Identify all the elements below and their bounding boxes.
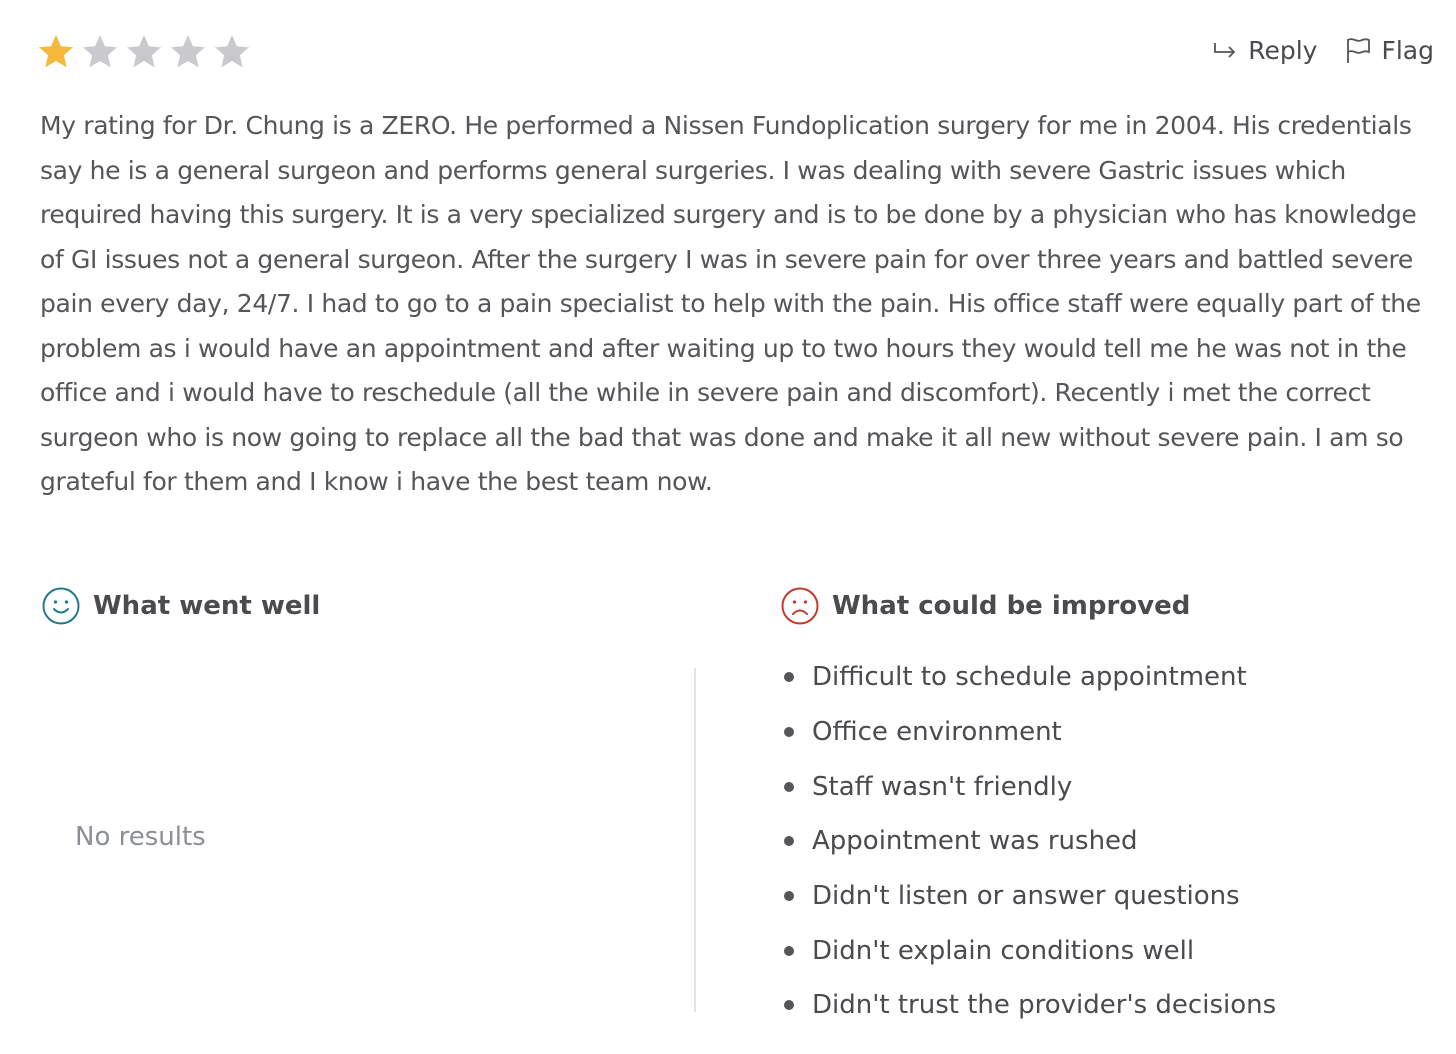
what-could-be-improved-title: What could be improved [832,591,1191,621]
improvement-item-label: Didn't trust the provider's decisions [812,990,1277,1021]
flag-label: Flag [1381,36,1434,65]
review-text: My rating for Dr. Chung is a ZERO. He performed a Nissen Fundoplication surgery for me in 2004. His credentials say he is a general surgeon and performs general surgeries. I was dealing with severe Gastric issues which required having this surgery. It is a very specialized surgery and is to be done by a physician who has knowledge of GI issues not a general surgeon. After the surgery I was in severe pain for over three years and battled severe pain every day, 24/7. I had to go to a pain specialist to help with the pain. His office staff were equally part of the problem as i would have an appointment and after waiting up to two hours they would tell me he was not in the office and i would have to reschedule (all the while in severe pain and discomfort). Recently i met the correct surgeon who is now going to replace all the bad that was done and make it all new without severe pain. I am so grateful for them and I know i have the best team now. [40,111,1421,496]
star-rating [36,32,252,72]
improvement-item [784,705,1276,760]
bullet-icon [784,891,794,901]
no-results-text: No results [75,822,206,852]
bullet-icon [784,782,794,792]
bullet-icon [784,836,794,846]
flag-button[interactable] [1345,36,1434,65]
reply-label: Reply [1248,36,1318,65]
frown-icon [780,586,820,626]
improvement-item [784,650,1276,705]
what-went-well-title: What went well [93,591,321,621]
improvement-item [784,978,1276,1033]
improvement-item-label: Staff wasn't friendly [812,771,1073,802]
star-filled-icon [36,32,76,72]
improvement-item-label: Didn't listen or answer questions [812,881,1240,912]
star-empty-icon [168,32,208,72]
bullet-icon [784,727,794,737]
improvement-item-label: Office environment [812,717,1062,748]
improvement-item [784,869,1276,924]
what-could-be-improved-header [780,586,1190,626]
bullet-icon [784,672,794,682]
improvement-item-label: Didn't explain conditions well [812,935,1195,966]
reply-arrow-icon [1212,41,1238,61]
bullet-icon [784,1000,794,1010]
star-empty-icon [212,32,252,72]
star-empty-icon [80,32,120,72]
improvement-item-label: Appointment was rushed [812,826,1138,857]
flag-icon [1345,37,1371,65]
improvement-item [784,814,1276,869]
reply-button[interactable] [1212,36,1317,65]
what-went-well-header [41,586,320,626]
improvement-item [784,923,1276,978]
smile-icon [41,586,81,626]
section-divider [694,668,696,1012]
improvement-item-label: Difficult to schedule appointment [812,662,1247,693]
improvement-list [784,650,1276,1033]
improvement-item [784,759,1276,814]
star-empty-icon [124,32,164,72]
bullet-icon [784,946,794,956]
review-actions [1212,36,1434,65]
